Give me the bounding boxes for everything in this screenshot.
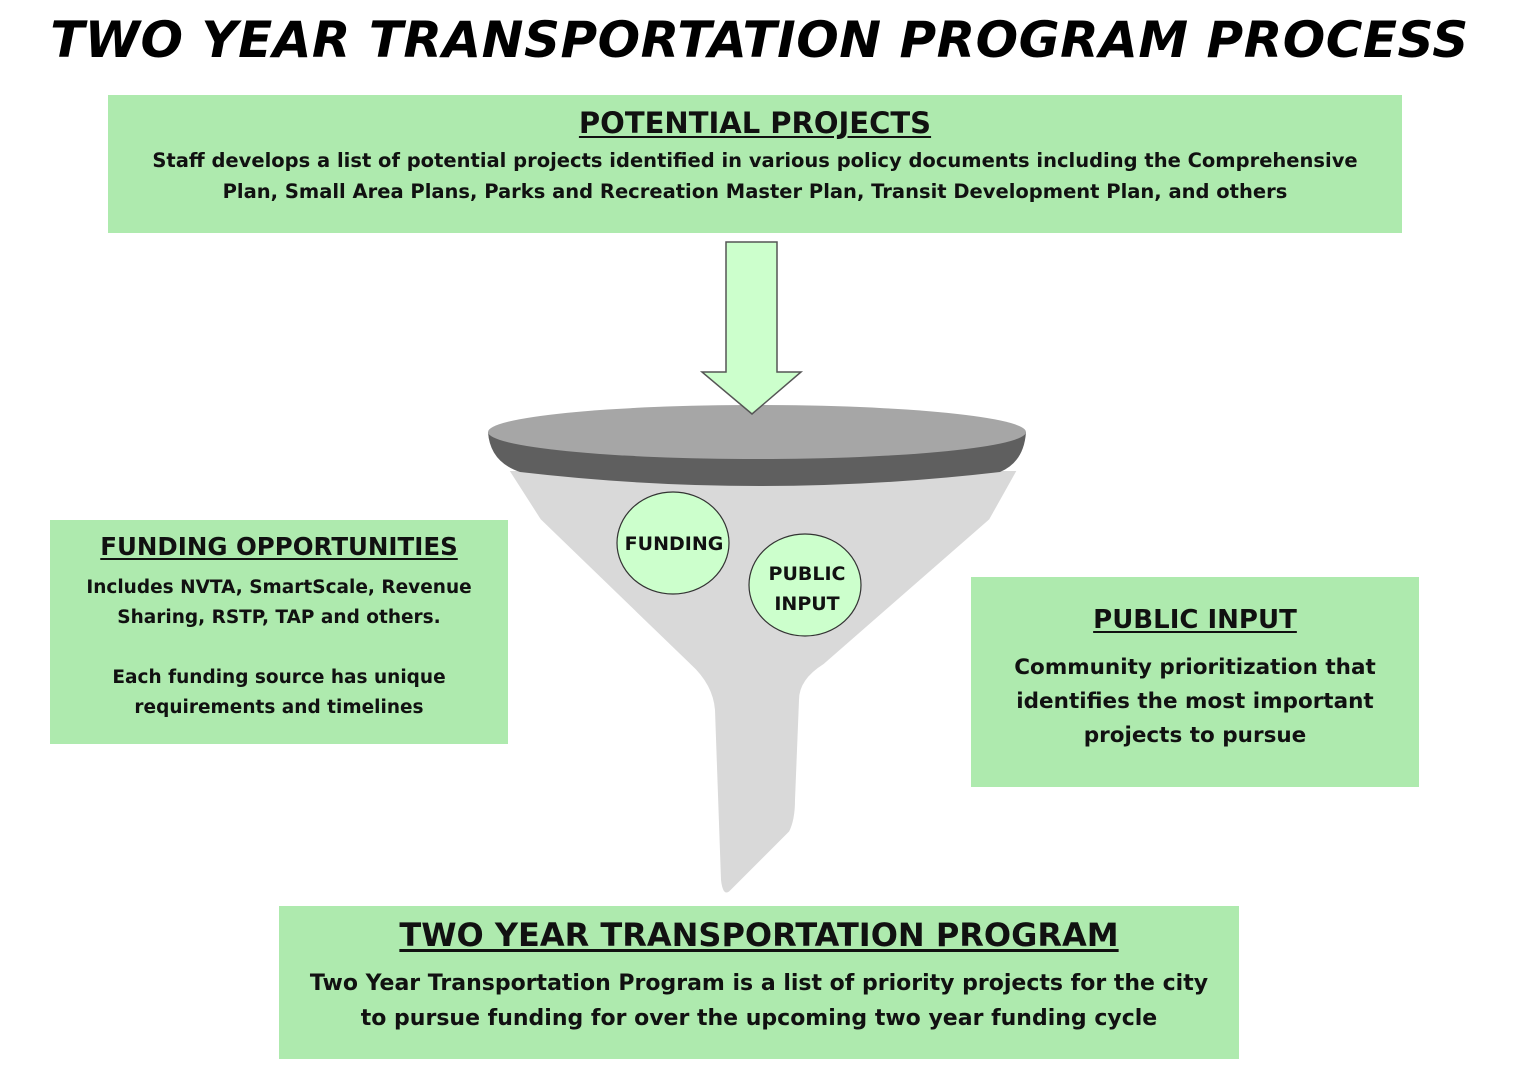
funnel-body <box>508 470 1018 894</box>
public-input-box <box>971 577 1419 787</box>
funding-opportunities-heading: FUNDING OPPORTUNITIES <box>100 532 458 561</box>
transportation-program-box <box>279 906 1239 1059</box>
transportation-program-heading: TWO YEAR TRANSPORTATION PROGRAM <box>399 916 1119 954</box>
potential-projects-box <box>108 95 1402 233</box>
public-input-heading: PUBLIC INPUT <box>1093 605 1297 635</box>
page-title: TWO YEAR TRANSPORTATION PROGRAM PROCESS <box>50 11 1469 69</box>
funding-opportunities-box <box>50 520 508 744</box>
funding-opportunities-text: Includes NVTA, SmartScale, Revenue Sharing, RSTP, TAP and others. <box>86 577 472 628</box>
funnel-rim-top <box>488 405 1026 459</box>
potential-projects-heading: POTENTIAL PROJECTS <box>578 106 932 140</box>
down-arrow-icon <box>702 242 801 414</box>
transportation-program-text: Two Year Transportation Program is a list of priority projects for the city to pursue funding for over the upcoming two year funding cycle <box>309 971 1209 1031</box>
public-input-bubble <box>749 534 861 636</box>
funding-bubble-label: FUNDING <box>624 533 724 555</box>
public-input-text: Community prioritization that identifies the most important projects to pursue <box>1014 655 1376 748</box>
funding-bubble <box>617 492 729 594</box>
public-bubble-label-line1: PUBLIC <box>768 563 846 585</box>
funding-opportunities-note: Each funding source has unique requirements and timelines <box>112 667 446 718</box>
potential-projects-text: Staff develops a list of potential projects identified in various policy documents including the Comprehensive Plan, Small Area Plans, Parks and Recreation Master Plan, Transit Development Plan, and others <box>152 149 1358 203</box>
public-bubble-label-line2: INPUT <box>774 593 840 615</box>
